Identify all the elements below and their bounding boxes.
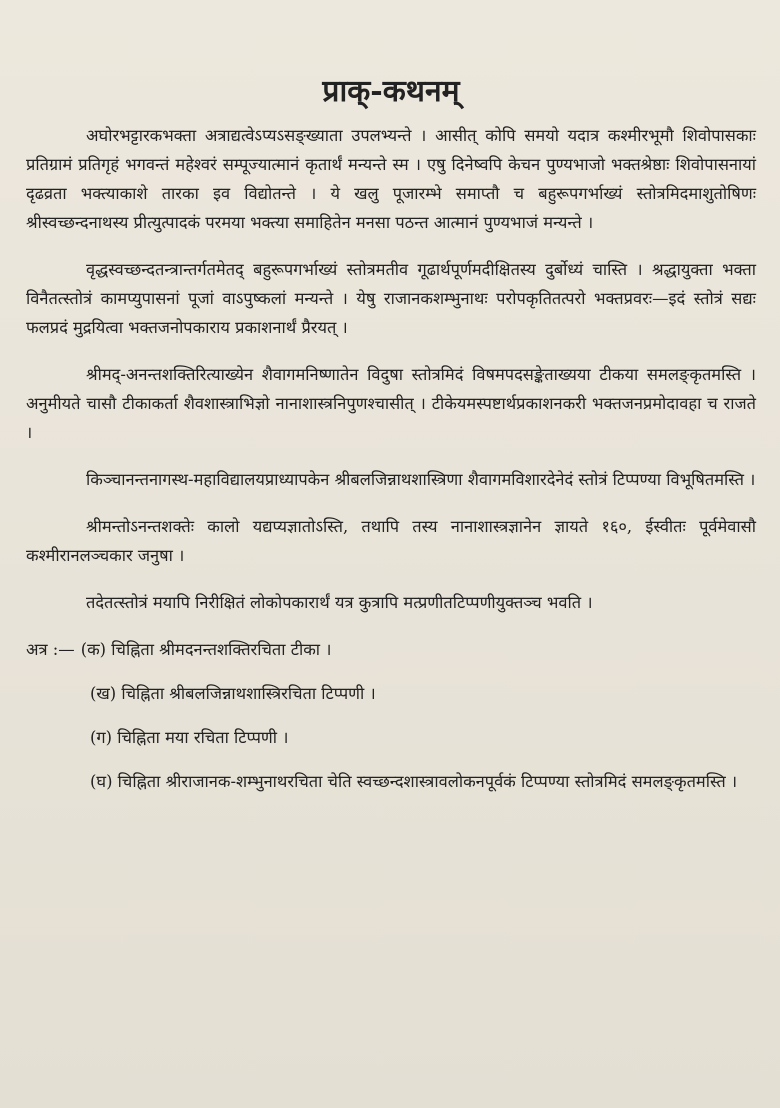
- paragraph-6: तदेतत्स्तोत्रं मयापि निरीक्षितं लोकोपकारार्थं यत्र कुत्रापि मत्प्रणीतटिप्पणीयुक्तञ्च भवति ।: [86, 593, 593, 612]
- note-text-kha: (ख) चिह्निता श्रीबलजिन्नाथशास्त्रिरचिता टिप्पणी ।: [90, 684, 376, 703]
- paragraph-3: श्रीमद्-अनन्तशक्तिरित्याख्येन शैवागमनिष्णातेन विदुषा स्तोत्रमिदं विषमपदसङ्केताख्यया टीकया समलङ्कृतमस्ति । अनुमीयते चासौ टीकाकर्ता शैवशास्त्राभिज्ञो नानाशास्त्रनिपुणश्चासीत् । टीकेयमस्पष्टार्थप्रकाशनकरी भक्तजनप्रमोदावहा च राजते ।: [26, 365, 756, 442]
- notes-lead: अत्र :—: [26, 640, 75, 659]
- paragraph-5: श्रीमन्तोऽनन्तशक्तेः कालो यद्यप्यज्ञातोऽस्ति, तथापि तस्य नानाशास्त्रज्ञानेन ज्ञायते १६०, ईस्वीतः पूर्वमेवासौ कश्मीरानलञ्चकार जनुषा ।: [26, 517, 756, 565]
- page-title: प्राक्-कथनम्: [322, 74, 460, 109]
- note-text-ga: (ग) चिह्निता मया रचिता टिप्पणी ।: [90, 728, 289, 747]
- note-item-kha: [26, 679, 756, 709]
- note-item-gha: (घ) चिह्निता श्रीराजानक-शम्भुनाथरचिता चेति स्वच्छन्दशास्त्रावलोकनपूर्वकं टिप्पण्या स्तोत्रमिदं समलङ्कृतमस्ति ।: [90, 772, 738, 791]
- note-item-ka: [26, 635, 756, 665]
- notes-list: [26, 635, 756, 796]
- paragraph-2: वृद्धस्वच्छन्दतन्त्रान्तर्गतमेतद् बहुरूपगर्भाख्यं स्तोत्रमतीव गूढार्थपूर्णमदीक्षितस्य दुर्बोध्यं चास्ति । श्रद्धायुक्ता भक्ता विनैतत्स्तोत्रं कामप्युपासनां पूजां वाऽपुष्कलां मन्यन्ते । येषु राजानकशम्भुनाथः परोपकृतितत्परो भक्तप्रवरः—इदं स्तोत्रं सद्यः फलप्रदं मुद्रयित्वा भक्तजनोपकाराय प्रकाशनार्थं प्रैरयत् ।: [26, 260, 756, 337]
- note-text-ka: (क) चिह्निता श्रीमदनन्तशक्तिरचिता टीका ।: [80, 640, 332, 659]
- note-item-ga: [26, 723, 756, 753]
- paragraph-4: किञ्चानन्तनागस्थ-महाविद्यालयप्राध्यापकेन श्रीबलजिन्नाथशास्त्रिणा शैवागमविशारदेनेदं स्तोत्रं टिप्पण्या विभूषितमस्ति ।: [86, 470, 756, 489]
- paragraph-1: अघोरभट्टारकभक्ता अत्राद्यत्वेऽप्यऽसङ्ख्याता उपलभ्यन्ते । आसीत् कोपि समयो यदात्र कश्मीरभूमौ शिवोपासकाः प्रतिग्रामं प्रतिगृहं भगवन्तं महेश्वरं सम्पूज्यात्मानं कृतार्थं मन्यन्ते स्म । एषु दिनेष्वपि केचन पुण्यभाजो भक्तश्रेष्ठाः शिवोपासनायां दृढव्रता भक्त्याकाशे तारका इव विद्योतन्ते । ये खलु पूजारम्भे समाप्तौ च बहुरूपगर्भाख्यं स्तोत्रमिदमाशुतोषिणः श्रीस्वच्छन्दनाथस्य प्रीत्युत्पादकं परमया भक्त्या समाहितेन मनसा पठन्त आत्मानं पुण्यभाजं मन्यन्ते ।: [26, 126, 756, 232]
